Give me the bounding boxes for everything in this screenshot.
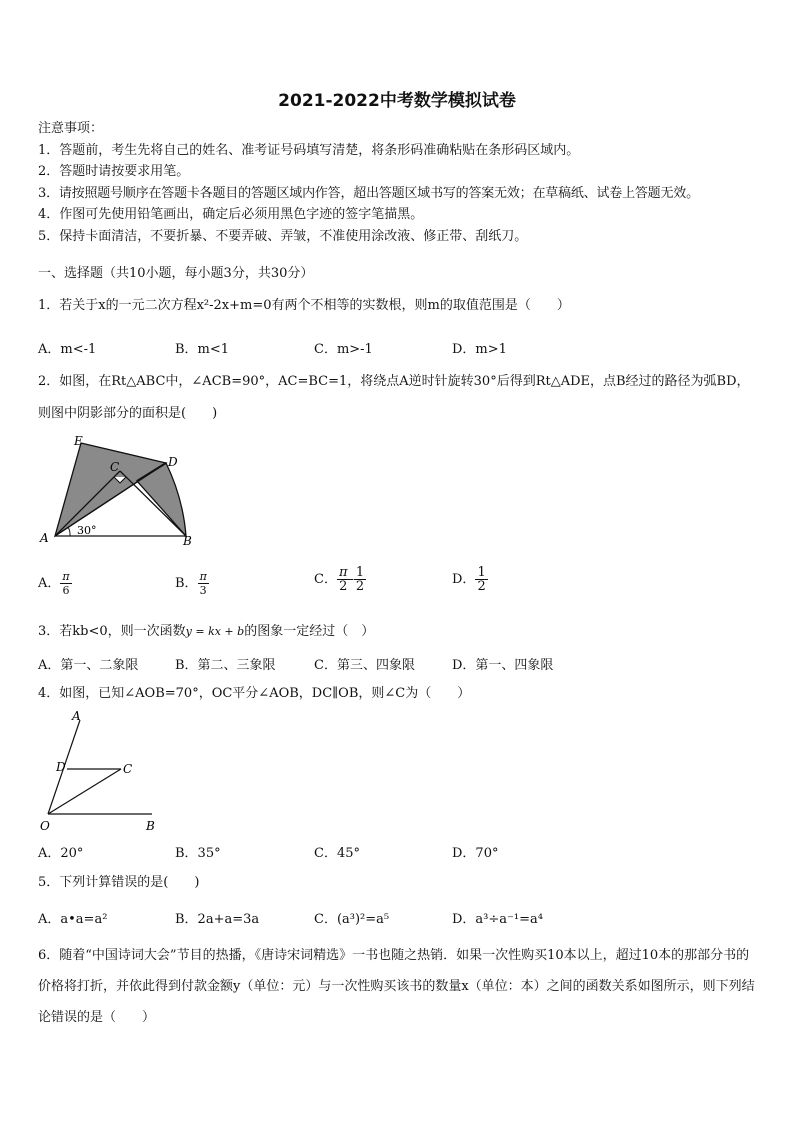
label-angle: 30° (77, 524, 97, 537)
q2-option-a: A． $\frac{\pi}{6}$ (38, 570, 70, 597)
q1-option-d: D．m>1 (452, 342, 507, 357)
q5-option-d: D．a³÷a⁻¹=a⁴ (452, 912, 543, 927)
question-3-text: 3．若kb<0，则一次函数y = kx + b的图象一定经过（ ） (38, 624, 375, 639)
label-d: D (56, 760, 66, 774)
q3-option-b: B．第二、三象限 (175, 658, 276, 673)
section-heading: 一、选择题（共10小题，每小题3分，共30分） (38, 266, 314, 281)
question-1-text: 1．若关于x的一元二次方程x²-2x+m=0有两个不相等的实数根，则m的取值范围是（ ） (38, 298, 570, 313)
notes-item: 2．答题时请按要求用笔。 (38, 164, 190, 180)
label-a: A (72, 709, 81, 723)
q1-option-c: C．m>-1 (314, 342, 373, 357)
q4-option-c: C．45° (314, 846, 360, 861)
label-b: B (146, 819, 155, 833)
notes-item: 1．答题前，考生先将自己的姓名、准考证号码填写清楚，将条形码准确粘贴在条形码区域内。 (38, 142, 580, 158)
q5-option-c: C．(a³)²=a⁵ (314, 912, 390, 927)
notes-block (38, 118, 699, 248)
label-a: A (40, 531, 49, 545)
q2-figure (36, 428, 196, 550)
q5-option-a: A．a•a=a² (38, 912, 108, 927)
q5-option-b: B．2a+a=3a (175, 912, 260, 927)
label-d: D (168, 455, 178, 469)
q3-option-a: A．第一、二象限 (38, 658, 139, 673)
q3-option-c: C．第三、四象限 (314, 658, 415, 673)
q3-option-d: D．第一、四象限 (452, 658, 554, 673)
q4-option-a: A．20° (38, 846, 84, 861)
question-5-text: 5．下列计算错误的是( ) (38, 875, 200, 890)
exam-title: 2021-2022中考数学模拟试卷 (278, 91, 516, 111)
label-e: E (74, 434, 83, 448)
q1-option-a: A．m<-1 (38, 342, 97, 357)
q4-figure (36, 706, 166, 836)
notes-item: 5．保持卡面清洁，不要折暴、不要弄破、弄皱，不准使用涂改液、修正带、刮纸刀。 (38, 228, 528, 244)
q2-option-c: C． $\frac{\pi}{2}$ - $\frac{1}{2}$ (314, 565, 365, 594)
question-6-text: 6．随着“中国诗词大会”节目的热播，《唐诗宋词精选》一书也随之热销．如果一次性购买10本以上，超过10本的那部分书的价格将打折，并依此得到付款金额y（单位：元）与一次性购买该书的数量x（单位：本）之间的函数关系如图所示，则下列结论错误的是（ ） (38, 948, 755, 1025)
notes-heading: 注意事项： (38, 121, 104, 136)
question-2-text: 2．如图，在Rt△ABC中，∠ACB=90°，AC=BC=1，将绕点A逆时针旋转30°后得到Rt△ADE，点B经过的路径为弧BD，则图中阴影部分的面积是( ) (38, 374, 750, 421)
notes-item: 3．请按照题号顺序在答题卡各题目的答题区域内作答，超出答题区域书写的答案无效；在草稿纸、试卷上答题无效。 (38, 185, 699, 201)
q4-option-d: D．70° (452, 846, 499, 861)
q2-option-b: B． $\frac{\pi}{3}$ (175, 570, 207, 597)
q1-option-b: B．m<1 (175, 342, 230, 357)
notes-item: 4．作图可先使用铅笔画出，确定后必须用黑色字迹的签字笔描黑。 (38, 207, 424, 223)
q4-option-b: B．35° (175, 846, 221, 861)
label-o: O (40, 819, 50, 833)
label-b: B (183, 534, 192, 548)
question-4-text: 4．如图，已知∠AOB=70°，OC平分∠AOB，DC∥OB，则∠C为（ ） (38, 686, 471, 701)
label-c: C (123, 762, 133, 776)
label-c: C (110, 460, 120, 474)
q2-option-d: D． $\frac{1}{2}$ (452, 565, 486, 594)
